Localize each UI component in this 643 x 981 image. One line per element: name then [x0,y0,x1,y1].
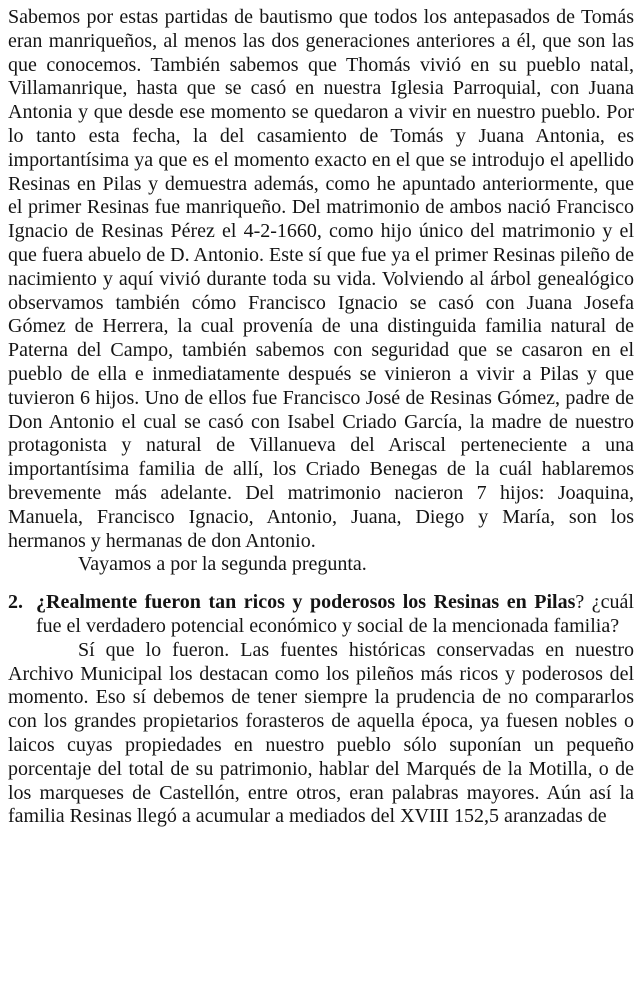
question-bold-text: ¿Realmente fueron tan ricos y poderosos los Resinas en Pilas [36,591,576,614]
paragraph-answer: Sí que lo fueron. Las fuentes históricas conservadas en nuestro Archivo Municipal los destacan como los pileños más ricos y poderosos del momento. Eso sí debemos de tener siempre la prudencia de no compararlos con los grandes propietarios forasteros de aquella época, ya fuesen nobles o laicos cuyas propiedades en nuestro pueblo sólo suponían un pequeño porcentaje del total de su patrimonio, hablar del Marqués de la Motilla, o de los marqueses de Castellón, entre otros, eran palabras mayores. Aún así la familia Resinas llegó a acumular a mediados del XVIII 152,5 aranzadas de [8,638,634,828]
paragraph-transition: Vayamos a por la segunda pregunta. [78,553,367,576]
paragraph-genealogy: Sabemos por estas partidas de bautismo que todos los antepasados de Tomás eran manriqueños, al menos las dos generaciones anteriores a él, que son las que conocemos. También sabemos que Thomás vivió en su pueblo natal, Villamanrique, hasta que se casó en nuestra Iglesia Parroquial, con Juana Antonia y que desde ese momento se quedaron a vivir en nuestro pueblo. Por lo tanto esta fecha, la del casamiento de Tomás y Juana Antonia, es importantísima ya que es el momento exacto en el que se introdujo el apellido Resinas en Pilas y demuestra además, como he apuntado anteriormente, que el primer Resinas fue manriqueño. Del matrimonio de ambos nació Francisco Ignacio de Resinas Pérez el 4-2-1660, como hijo único del matrimonio y el que fuera abuelo de D. Antonio. Este sí que fue ya el primer Resinas pileño de nacimiento y aquí vivió durante toda su vida. Volviendo al árbol genealógico observamos también cómo Francisco Ignacio se casó con Juana Josefa Gómez de Herrera, la cual provenía de una distinguida familia natural de Paterna del Campo, también sabemos con seguridad que se casaron en el pueblo de ella e inmediatamente después se vinieron a vivir a Pilas y que tuvieron 6 hijos. Uno de ellos fue Francisco José de Resinas Gómez, padre de Don Antonio el cual se casó con Isabel Criado García, la madre de nuestro protagonista y natural de Villanueva del Ariscal perteneciente a una importantísima familia de allí, los Criado Benegas de la cuál hablaremos brevemente más adelante. Del matrimonio nacieron 7 hijos: Joaquina, Manuela, Francisco Ignacio, Antonio, Juana, Diego y María, son los hermanos y hermanas de don Antonio. [8,6,634,552]
question-number: 2. [8,591,23,614]
question-item-2 [8,591,634,639]
question-regular-text: ? ¿cuál fue el verdadero potencial económico y social de la mencionada familia? [36,591,634,637]
